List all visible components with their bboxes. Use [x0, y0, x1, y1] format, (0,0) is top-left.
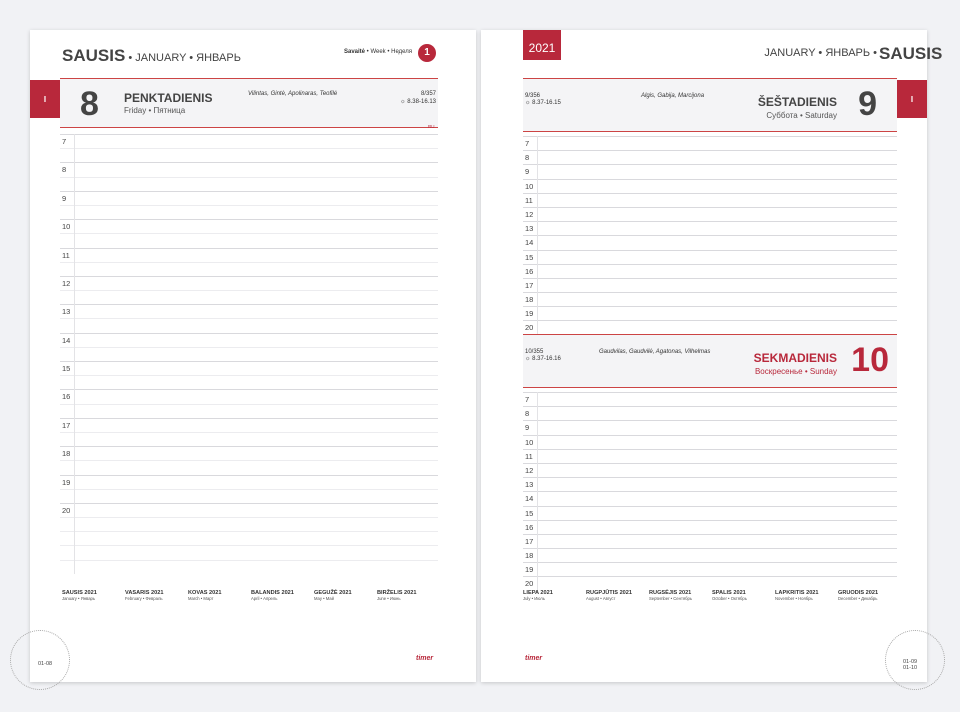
- saturday-header: [523, 78, 897, 132]
- mini-calendar-grid: [251, 602, 308, 636]
- month-title: SAUSIS • JANUARY • ЯНВАРЬ: [62, 46, 241, 65]
- mini-calendar-title: BALANDIS 2021: [251, 590, 294, 596]
- hour-label: 9: [525, 423, 530, 433]
- hour-label: 9: [525, 167, 530, 177]
- year-calendars: [62, 590, 434, 636]
- hour-row[interactable]: [60, 162, 438, 176]
- hour-row[interactable]: [523, 420, 897, 434]
- mini-calendar-subtitle: December • Декабрь: [838, 596, 878, 601]
- hour-row[interactable]: [523, 235, 897, 249]
- saturday-hour-grid[interactable]: [523, 136, 897, 335]
- half-hour-row[interactable]: [60, 290, 438, 304]
- name-days: Vilintas, Gintė, Apolinaras, Teofilė: [248, 91, 338, 97]
- mini-calendar: [314, 590, 371, 636]
- mini-calendar-grid: [586, 602, 643, 636]
- hour-label: 19: [525, 565, 534, 575]
- hour-row[interactable]: [60, 276, 438, 290]
- hour-row[interactable]: [60, 219, 438, 233]
- hour-label: 14: [525, 494, 534, 504]
- mini-calendar: [125, 590, 182, 636]
- day-header: [60, 78, 438, 128]
- hour-row[interactable]: [523, 534, 897, 548]
- sunday-header: [523, 334, 897, 388]
- day-number: 8: [80, 85, 99, 123]
- timer-logo: timer: [416, 655, 434, 662]
- hour-row[interactable]: [60, 389, 438, 403]
- hour-label: 20: [525, 323, 534, 333]
- hour-row[interactable]: [60, 475, 438, 489]
- mini-calendar-subtitle: November • Ноябрь: [775, 596, 813, 601]
- hour-label: 20: [62, 505, 71, 515]
- mini-calendar-subtitle: February • Февраль: [125, 596, 163, 601]
- hour-row[interactable]: [60, 361, 438, 375]
- hour-label: 19: [62, 477, 71, 487]
- mini-calendar: [523, 590, 580, 636]
- hour-label: 8: [525, 409, 530, 419]
- hour-label: 7: [525, 395, 530, 404]
- hour-row[interactable]: [60, 333, 438, 347]
- extra-row[interactable]: [60, 545, 438, 559]
- week-number-badge: 1: [418, 44, 436, 62]
- half-hour-row[interactable]: [60, 347, 438, 361]
- hour-label: 8: [62, 165, 67, 175]
- mini-calendar-grid: [377, 602, 434, 636]
- hour-row[interactable]: [523, 264, 897, 278]
- hour-row[interactable]: [523, 392, 897, 406]
- mini-calendar-subtitle: March • Март: [188, 596, 214, 601]
- hour-label: 11: [525, 451, 533, 461]
- sun-doy: 10/355: [525, 349, 544, 355]
- hour-label: 13: [525, 480, 534, 490]
- mini-calendar-subtitle: June • Июнь: [377, 596, 401, 601]
- mini-calendar: [62, 590, 119, 636]
- hour-row[interactable]: [523, 562, 897, 576]
- hour-label: 18: [525, 551, 534, 561]
- hour-label: 12: [62, 278, 71, 288]
- hour-label: 16: [62, 392, 71, 402]
- hour-label: 7: [62, 137, 67, 146]
- half-hour-row[interactable]: [60, 205, 438, 219]
- hour-row[interactable]: [523, 406, 897, 420]
- mini-calendar-title: GRUODIS 2021: [838, 590, 879, 596]
- hour-row[interactable]: [523, 548, 897, 562]
- page-number: 01-08: [38, 661, 53, 667]
- hour-label: 13: [525, 224, 534, 234]
- timer-logo-right: timer: [525, 655, 543, 662]
- hour-row[interactable]: [523, 491, 897, 505]
- hour-label: 17: [525, 280, 534, 290]
- sun-day-name: SEKMADIENIS: [753, 351, 837, 365]
- mini-calendar-title: BIRŽELIS 2021: [377, 590, 417, 596]
- half-hour-row[interactable]: [60, 489, 438, 503]
- mini-calendar-grid: [523, 602, 580, 636]
- day-of-year: 8/357: [420, 91, 436, 97]
- left-page: [30, 30, 476, 682]
- mini-calendar-subtitle: April • Апрель: [251, 596, 278, 601]
- hour-row[interactable]: [60, 418, 438, 432]
- hour-label: 10: [525, 437, 534, 447]
- hour-label: 7: [525, 139, 530, 148]
- half-hour-row[interactable]: [60, 460, 438, 474]
- hour-row[interactable]: [523, 150, 897, 164]
- half-hour-row[interactable]: [60, 318, 438, 332]
- mini-calendar: [586, 590, 643, 636]
- hour-row[interactable]: [523, 477, 897, 491]
- mini-calendar-title: KOVAS 2021: [188, 590, 222, 596]
- mini-calendar-grid: [125, 602, 182, 636]
- mini-calendar-subtitle: January • Январь: [62, 596, 96, 601]
- sunday-hour-grid[interactable]: [523, 392, 897, 591]
- hour-row[interactable]: [523, 164, 897, 178]
- half-hour-row[interactable]: [60, 432, 438, 446]
- sat-sun-times: ☼ 8.37-16.15: [525, 100, 561, 106]
- mini-calendar: [377, 590, 434, 636]
- hour-row[interactable]: [523, 449, 897, 463]
- mini-calendar-subtitle: October • Октябрь: [712, 596, 747, 601]
- hour-label: 10: [525, 181, 534, 191]
- hour-row[interactable]: [60, 248, 438, 262]
- hour-row[interactable]: [523, 193, 897, 207]
- hour-row[interactable]: [60, 503, 438, 517]
- hour-row[interactable]: [523, 179, 897, 193]
- year-badge: 2021: [523, 30, 561, 60]
- month-ltu-right: SAUSIS: [879, 44, 943, 63]
- mini-calendar: [649, 590, 706, 636]
- half-hour-row[interactable]: [60, 404, 438, 418]
- sat-names: Algis, Gabija, Marcijona: [641, 93, 705, 99]
- sat-doy: 9/356: [525, 93, 541, 99]
- hour-grid[interactable]: [60, 134, 438, 574]
- hour-label: 16: [525, 266, 534, 276]
- month-tab-right[interactable]: I: [897, 80, 927, 118]
- mini-calendar-subtitle: May • Май: [314, 596, 334, 601]
- month-title-right: JANUARY • ЯНВАРЬ •: [764, 47, 877, 59]
- hour-label: 15: [525, 508, 534, 518]
- day-sub: Friday • Пятница: [124, 106, 186, 115]
- sun-day-number: 10: [851, 341, 889, 379]
- mini-calendar-title: LIEPA 2021: [523, 590, 553, 596]
- half-hour-row[interactable]: [60, 177, 438, 191]
- hour-row[interactable]: [60, 134, 438, 148]
- hour-row[interactable]: [523, 278, 897, 292]
- hour-row[interactable]: [60, 304, 438, 318]
- half-hour-row[interactable]: [60, 517, 438, 531]
- half-hour-row[interactable]: [60, 233, 438, 247]
- mini-calendar: [775, 590, 832, 636]
- mini-calendar-title: VASARIS 2021: [125, 590, 164, 596]
- mini-calendar-grid: [775, 602, 832, 636]
- hour-row[interactable]: [523, 250, 897, 264]
- mini-calendar-subtitle: July • Июль: [523, 596, 545, 601]
- ru-label: RU: [428, 124, 435, 129]
- right-page: [481, 30, 943, 682]
- mini-calendar-title: GEGUŽĖ 2021: [314, 590, 352, 596]
- mini-calendar-title: SPALIS 2021: [712, 590, 746, 596]
- hour-label: 11: [525, 195, 533, 205]
- hour-row[interactable]: [523, 435, 897, 449]
- mini-calendar-title: RUGSĖJIS 2021: [649, 590, 692, 596]
- mini-calendar-grid: [314, 602, 371, 636]
- mini-calendar-title: RUGPJŪTIS 2021: [586, 590, 633, 596]
- hour-label: 14: [525, 238, 534, 248]
- hour-label: 8: [525, 153, 530, 163]
- hour-row[interactable]: [523, 506, 897, 520]
- mini-calendar-subtitle: August • Август: [586, 596, 616, 601]
- hour-row[interactable]: [60, 191, 438, 205]
- hour-label: 12: [525, 209, 534, 219]
- sun-names: Gaudvilas, Gaudvilė, Agatonas, Vilhelmas: [599, 349, 711, 355]
- sun-times: ☼ 8.38-16.13: [400, 99, 436, 105]
- day-name: PENKTADIENIS: [124, 91, 213, 105]
- mini-calendar: [712, 590, 769, 636]
- half-hour-row[interactable]: [60, 148, 438, 162]
- mini-calendar-grid: [712, 602, 769, 636]
- half-hour-row[interactable]: [60, 262, 438, 276]
- hour-label: 15: [525, 252, 534, 262]
- hour-row[interactable]: [523, 520, 897, 534]
- hour-label: 20: [525, 579, 534, 589]
- mini-calendar: [251, 590, 308, 636]
- hour-label: 12: [525, 465, 534, 475]
- mini-calendar: [838, 590, 895, 636]
- sat-day-number: 9: [858, 85, 877, 123]
- sat-day-sub: Суббота • Saturday: [766, 111, 837, 120]
- hour-label: 14: [62, 335, 71, 345]
- mini-calendar-grid: [838, 602, 895, 636]
- mini-calendar-grid: [62, 602, 119, 636]
- sun-sun-times: ☼ 8.37-16.16: [525, 356, 561, 362]
- hour-row[interactable]: [523, 463, 897, 477]
- week-label: Savaitė • Week • Неделя: [344, 49, 413, 55]
- half-hour-row[interactable]: [60, 375, 438, 389]
- hour-row[interactable]: [523, 221, 897, 235]
- year-calendars-right: [523, 590, 895, 636]
- sat-day-name: ŠEŠTADIENIS: [757, 95, 837, 109]
- hour-label: 13: [62, 307, 71, 317]
- hour-label: 9: [62, 193, 67, 203]
- hour-row[interactable]: [523, 576, 897, 590]
- extra-row[interactable]: [60, 560, 438, 574]
- mini-calendar-title: LAPKRITIS 2021: [775, 590, 819, 596]
- corner-guide-right: [885, 630, 945, 690]
- mini-calendar-grid: [649, 602, 706, 636]
- hour-label: 17: [62, 420, 71, 430]
- extra-row[interactable]: [60, 531, 438, 545]
- hour-row[interactable]: [523, 320, 897, 334]
- hour-label: 18: [525, 295, 534, 305]
- hour-row[interactable]: [523, 207, 897, 221]
- mini-calendar-title: SAUSIS 2021: [62, 590, 97, 596]
- mini-calendar-subtitle: September • Сентябрь: [649, 596, 693, 601]
- month-tab[interactable]: I: [30, 80, 60, 118]
- hour-label: 18: [62, 449, 71, 459]
- sun-day-sub: Воскресенье • Sunday: [754, 367, 837, 376]
- corner-guide: [10, 630, 70, 690]
- mini-calendar: [188, 590, 245, 636]
- hour-label: 16: [525, 522, 534, 532]
- hour-label: 15: [62, 364, 71, 373]
- hour-label: 17: [525, 536, 534, 546]
- hour-label: 11: [62, 250, 70, 260]
- page-number-right: 01-09 01-10: [903, 659, 918, 671]
- hour-label: 10: [62, 222, 71, 232]
- hour-row[interactable]: [523, 136, 897, 150]
- hour-row[interactable]: [523, 292, 897, 306]
- hour-row[interactable]: [60, 446, 438, 460]
- mini-calendar-grid: [188, 602, 245, 636]
- hour-row[interactable]: [523, 306, 897, 320]
- hour-label: 19: [525, 309, 534, 319]
